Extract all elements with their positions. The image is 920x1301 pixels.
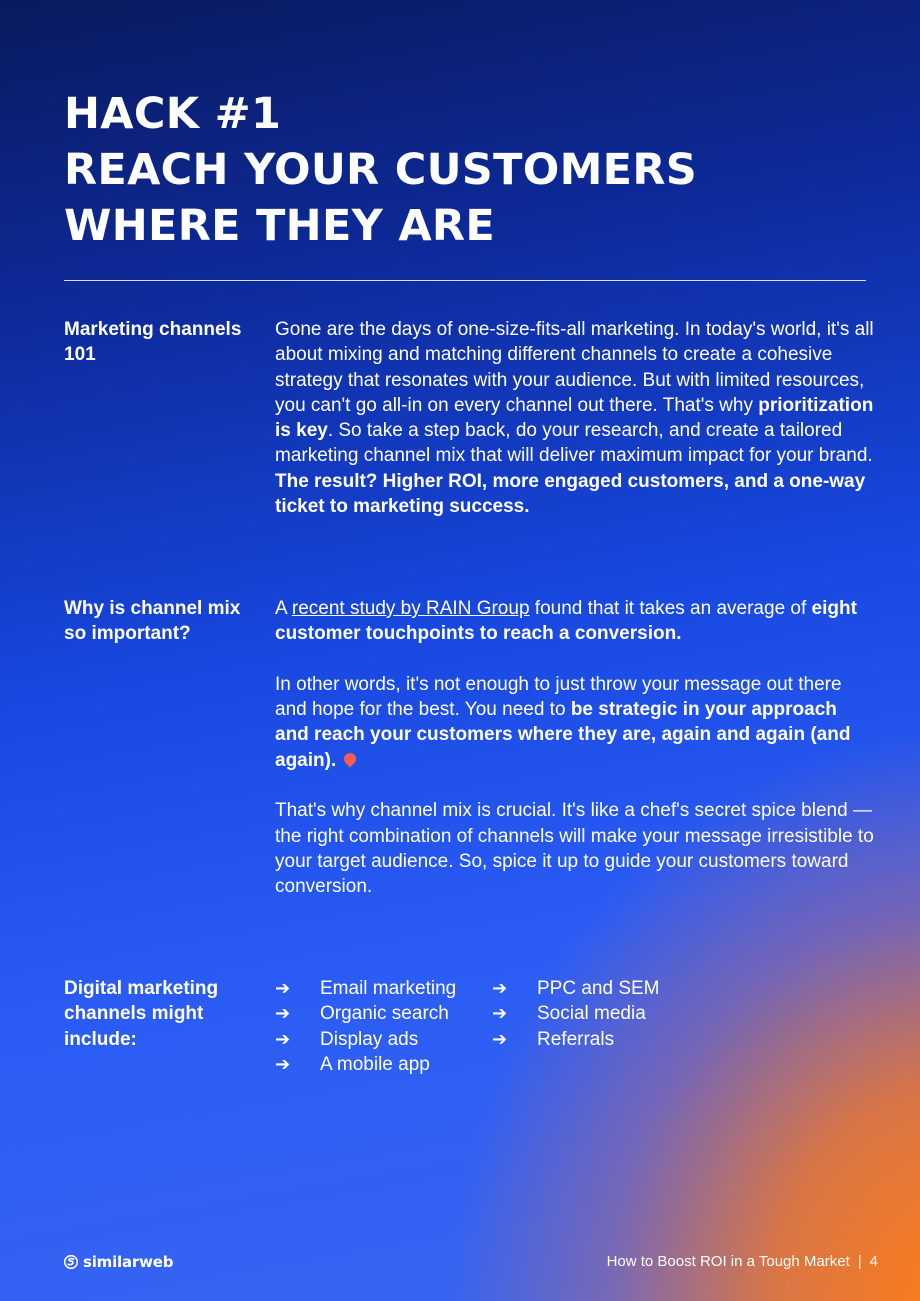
section-label: Digital marketing channels might include: (64, 978, 219, 1050)
section-label: Why is channel mix so important? (64, 598, 241, 645)
paragraph (275, 317, 875, 519)
bold-text: be strategic in your approach and reach your customers where they are, again and again (and again). (275, 699, 851, 771)
channel-column-2 (492, 976, 660, 1052)
list-item (275, 1001, 456, 1026)
text-run: In other words, it's not enough to just throw your message out there and hope for the best. You need to (275, 673, 842, 721)
paragraph (275, 672, 875, 773)
bold-text: eight customer touchpoints to reach a conversion. (275, 598, 857, 645)
title-line-1: HACK #1 (64, 89, 282, 139)
title-line-2: REACH YOUR CUSTOMERS (64, 145, 698, 195)
list-item (492, 1001, 660, 1026)
brand-name: similarweb (83, 1253, 174, 1271)
list-item-label: Social media (537, 1003, 646, 1025)
right-arrow-icon: ➔ (275, 1003, 291, 1025)
paragraph (275, 798, 875, 899)
right-arrow-icon: ➔ (275, 1028, 291, 1050)
text-run: A (275, 598, 292, 619)
similarweb-logo-icon (64, 1255, 78, 1269)
document-title: How to Boost ROI in a Tough Market (606, 1253, 850, 1270)
title-line-3: WHERE THEY ARE (64, 201, 496, 251)
right-arrow-icon: ➔ (492, 978, 508, 999)
section-digital-channels (64, 976, 866, 1086)
list-item (275, 1027, 456, 1052)
list-item-label: Display ads (320, 1028, 419, 1050)
right-arrow-icon: ➔ (492, 1003, 508, 1025)
section-body (275, 317, 875, 519)
round-pushpin-icon (342, 750, 359, 767)
channel-list (275, 976, 755, 1086)
list-item-label: Organic search (320, 1003, 449, 1025)
right-arrow-icon: ➔ (275, 978, 291, 999)
paragraph (275, 596, 875, 647)
list-item (275, 1052, 456, 1077)
list-item (275, 976, 456, 1001)
footer-separator: | (857, 1253, 862, 1270)
list-item-label: PPC and SEM (537, 978, 660, 999)
page-footer (607, 1253, 878, 1270)
page-title (64, 86, 697, 254)
section-label: Marketing channels 101 (64, 319, 242, 366)
bold-text: The result? Higher ROI, more engaged customers, and a one-way ticket to marketing success. (275, 470, 866, 518)
list-item (492, 1027, 660, 1052)
text-run: Gone are the days of one-size-fits-all marketing. In today's world, it's all about mixing and matching different channels to create a cohesive strategy that resonates with your audience. But with limited resources, you can't go all-in on every channel out there. That's why (275, 319, 874, 416)
right-arrow-icon: ➔ (492, 1028, 508, 1050)
section-marketing-channels (64, 317, 874, 557)
section-channel-mix (64, 596, 874, 906)
text-run: . So take a step back, do your research, and create a tailored marketing channel mix that will deliver maximum impact for your brand. (275, 420, 873, 467)
list-item-label: Referrals (537, 1028, 615, 1050)
rain-group-study-link[interactable]: recent study by RAIN Group (291, 598, 530, 619)
bold-text: prioritization is key (275, 394, 874, 442)
text-run: That's why channel mix is crucial. It's like a chef's secret spice blend — the right combination of channels will make your message irresistible to your target audience. So, spice it up to guide your customers toward conversion. (275, 800, 874, 898)
title-divider (64, 280, 866, 281)
channel-column-1 (275, 976, 456, 1077)
text-run: found that it takes an average of (529, 598, 812, 619)
brand-logo (64, 1253, 173, 1271)
list-item (492, 976, 660, 1001)
right-arrow-icon: ➔ (275, 1053, 291, 1075)
list-item-label: A mobile app (320, 1053, 430, 1075)
page-number: 4 (869, 1253, 878, 1270)
list-item-label: Email marketing (320, 978, 457, 999)
section-body (275, 596, 875, 900)
